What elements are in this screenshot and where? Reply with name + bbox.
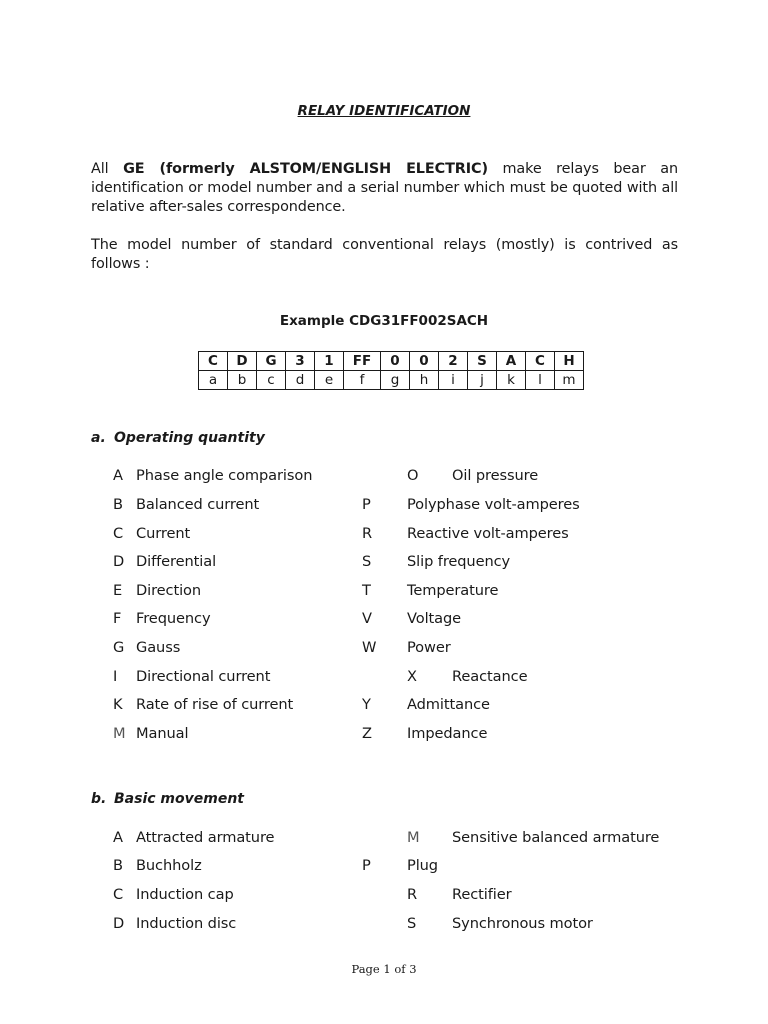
intro-rest: make relays bear an identification or model number and a serial number which must be quoted with all relative after-sales correspondence. — [91, 161, 679, 215]
list-item: Z Impedance — [362, 725, 488, 742]
position-cell: g — [381, 371, 410, 390]
position-cell: d — [286, 371, 315, 390]
position-cell: m — [555, 371, 584, 390]
list-item: D Induction disc — [113, 915, 237, 932]
code-cell: S — [468, 352, 497, 371]
list-item: Y Admittance — [362, 696, 490, 713]
list-item: R Rectifier — [407, 886, 512, 903]
list-item: X Reactance — [407, 668, 528, 685]
intro-paragraph-1 — [91, 160, 678, 217]
position-cell: e — [315, 371, 344, 390]
list-item: B Balanced current — [113, 496, 260, 513]
position-cell: a — [199, 371, 228, 390]
list-item: M Manual — [113, 725, 189, 742]
list-item: K Rate of rise of current — [113, 696, 294, 713]
position-cell: h — [410, 371, 439, 390]
code-cell: FF — [344, 352, 381, 371]
code-cell: C — [526, 352, 555, 371]
position-cell: l — [526, 371, 555, 390]
code-cell: H — [555, 352, 584, 371]
list-item: C Induction cap — [113, 886, 234, 903]
list-item: F Frequency — [113, 610, 211, 627]
list-item: O Oil pressure — [407, 467, 539, 484]
page-number: Page 1 of 3 — [351, 962, 417, 976]
list-item: P Polyphase volt-amperes — [362, 496, 580, 513]
position-cell: i — [439, 371, 468, 390]
code-cell: C — [199, 352, 228, 371]
code-cell: 0 — [381, 352, 410, 371]
list-item: E Direction — [113, 582, 202, 599]
position-cell: b — [228, 371, 257, 390]
intro-prefix: All — [91, 161, 109, 177]
position-cell: c — [257, 371, 286, 390]
example-heading: Example CDG31FF002SACH — [279, 313, 489, 329]
list-item: I Directional current — [113, 668, 271, 685]
section-b-heading — [91, 791, 244, 807]
section-a-heading — [91, 430, 265, 446]
list-item: B Buchholz — [113, 857, 202, 874]
code-cell: A — [497, 352, 526, 371]
list-item: G Gauss — [113, 639, 181, 656]
intro-paragraph-2: The model number of standard conventional relays (mostly) is contrived as follows : — [91, 237, 678, 272]
list-item: P Plug — [362, 857, 438, 874]
position-cell: j — [468, 371, 497, 390]
code-cell: G — [257, 352, 286, 371]
list-item: C Current — [113, 525, 191, 542]
list-item: M Sensitive balanced armature — [407, 829, 660, 846]
section-a-label: a. — [91, 430, 106, 446]
code-letters-row — [199, 352, 584, 371]
position-letters-row — [199, 371, 584, 390]
position-cell: k — [497, 371, 526, 390]
section-b-title: Basic movement — [114, 791, 244, 807]
list-item: T Temperature — [362, 582, 499, 599]
list-item: W Power — [362, 639, 451, 656]
section-a-title: Operating quantity — [114, 430, 265, 446]
code-cell: 3 — [286, 352, 315, 371]
position-cell: f — [344, 371, 381, 390]
code-cell: 0 — [410, 352, 439, 371]
model-code-table — [198, 351, 584, 390]
list-item: A Phase angle comparison — [113, 467, 313, 484]
list-item: S Slip frequency — [362, 553, 511, 570]
code-cell: 2 — [439, 352, 468, 371]
list-item: A Attracted armature — [113, 829, 275, 846]
list-item: D Differential — [113, 553, 217, 570]
section-b-label: b. — [91, 791, 107, 807]
list-item: R Reactive volt-amperes — [362, 525, 569, 542]
code-cell: 1 — [315, 352, 344, 371]
list-item: S Synchronous motor — [407, 915, 593, 932]
manufacturer-name: GE (formerly ALSTOM/ENGLISH ELECTRIC) — [123, 161, 488, 177]
code-cell: D — [228, 352, 257, 371]
page-title: RELAY IDENTIFICATION — [297, 103, 471, 119]
list-item: V Voltage — [362, 610, 462, 627]
